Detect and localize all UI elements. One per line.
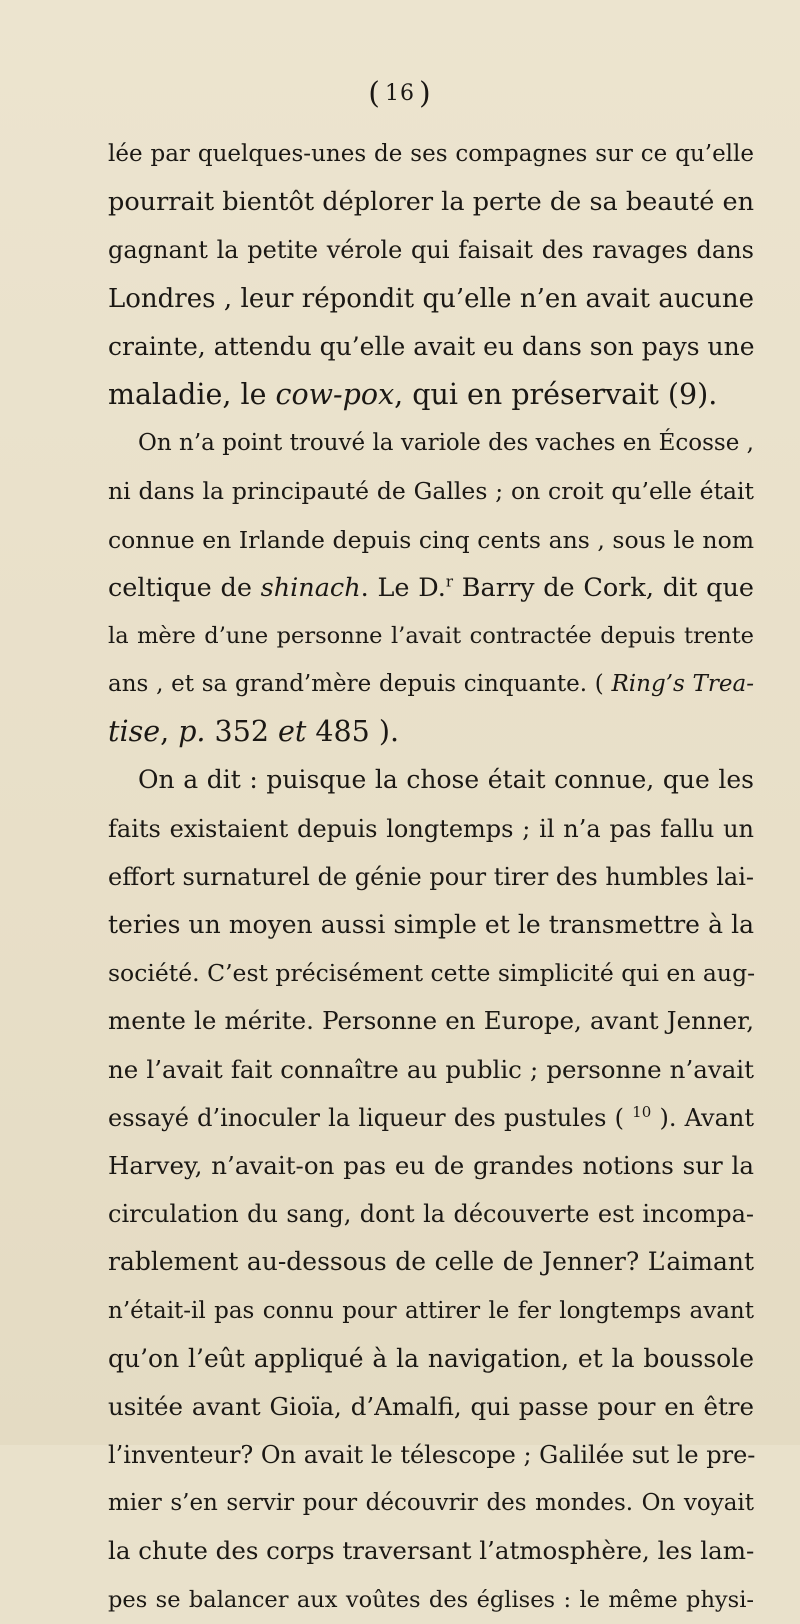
text-line (108, 1094, 754, 1142)
text-line (108, 178, 754, 226)
text-line (108, 275, 754, 323)
text-line (108, 612, 754, 660)
text-line (108, 130, 754, 178)
text-line (108, 708, 754, 756)
text-line (108, 1527, 754, 1575)
text-line (108, 226, 754, 274)
italic-text: Ring’s Trea- (611, 671, 754, 698)
text-run: . Le D. (360, 572, 446, 603)
text-line (108, 1479, 754, 1527)
text-run: faits existaient depuis longtemps ; il n’a pas fallu un (108, 814, 754, 843)
text-run: ). Avant (651, 1103, 755, 1132)
text-run: pes se balancer aux voûtes des églises : le même physi- (108, 1586, 754, 1613)
text-run: qu’on l’eût appliqué à la navigation, et la boussole (108, 1343, 754, 1373)
text-line (108, 805, 754, 853)
text-run: On n’a point trouvé la variole des vaches en Écosse , (138, 430, 754, 457)
text-run: gagnant la petite vérole qui faisait des ravages dans (108, 236, 754, 265)
text-run: Harvey, n’avait-on pas eu de grandes notions sur la (108, 1150, 754, 1180)
text-line (108, 419, 754, 467)
italic-text: shinach (260, 572, 361, 603)
text-run: usitée avant Gioïa, d’Amalfi, qui passe pour en être (108, 1391, 754, 1421)
text-run: ne l’avait fait connaître au public ; personne n’avait (108, 1054, 754, 1084)
text-line (108, 1142, 754, 1190)
text-line (108, 564, 754, 612)
text-line (108, 1238, 754, 1286)
text-line (108, 467, 754, 515)
text-line (108, 1335, 754, 1383)
text-line (108, 323, 754, 371)
text-run: 352 (205, 715, 279, 749)
text-run: mente le mérite. Personne en Europe, avant Jenner, (108, 1006, 754, 1036)
text-run: teries un moyen aussi simple et le transmettre à la (108, 910, 754, 939)
text-run: On a dit : puisque la chose était connue, que les (138, 765, 754, 795)
text-line (108, 1431, 754, 1479)
text-run: l’inventeur? On avait le télescope ; Galilée sut le pre- (108, 1441, 756, 1470)
text-run: la chute des corps traversant l’atmosphère, les lam- (108, 1536, 755, 1566)
italic-text: p. (178, 715, 206, 749)
text-run: la mère d’une personne l’avait contractée depuis trente (108, 622, 754, 649)
text-run: connue en Irlande depuis cinq cents ans , sous le nom (108, 525, 754, 554)
text-run: rablement au-dessous de celle de Jenner? L’aimant (108, 1247, 754, 1277)
text-run: crainte, attendu qu’elle avait eu dans son pays une (108, 331, 755, 361)
text-line (108, 1190, 754, 1238)
text-line (108, 1383, 754, 1431)
text-run: , qui en préservait (9). (394, 377, 718, 411)
text-run: celtique de (108, 572, 261, 603)
text-line (108, 1046, 754, 1094)
text-run: maladie, le (108, 377, 276, 411)
body-text (108, 130, 754, 1624)
page-header (0, 76, 800, 111)
text-line (108, 756, 754, 804)
italic-text: tise (108, 715, 161, 749)
text-line (108, 516, 754, 564)
text-run: n’était-il pas connu pour attirer le fer longtemps avant (108, 1297, 754, 1324)
text-run: , (160, 715, 179, 749)
text-line (108, 1287, 754, 1335)
text-line (108, 1576, 754, 1624)
text-run: Barry de Cork, dit que (453, 572, 754, 603)
italic-text: et (278, 715, 307, 749)
text-run: 485 ). (306, 715, 400, 749)
text-run: lée par quelques-unes de ses compagnes sur ce qu’elle (108, 141, 754, 167)
open-paren: ( (368, 76, 381, 111)
text-run: effort surnaturel de génie pour tirer des humbles lai- (108, 862, 754, 891)
text-run: ni dans la principauté de Galles ; on croit qu’elle était (108, 477, 754, 506)
superscript: r (445, 572, 454, 591)
italic-text: cow-pox (275, 377, 395, 411)
text-run: société. C’est précisément cette simplicité qui en aug- (108, 959, 756, 988)
text-run: pourrait bientôt déplorer la perte de sa beauté en (108, 187, 754, 218)
text-line (108, 997, 754, 1045)
page-number: 16 (385, 81, 415, 106)
close-paren: ) (419, 76, 432, 111)
text-run: circulation du sang, dont la découverte est incompa- (108, 1200, 754, 1229)
text-line (108, 853, 754, 901)
superscript: 10 (632, 1102, 652, 1121)
text-line (108, 371, 754, 419)
text-line (108, 949, 754, 997)
text-run: mier s’en servir pour découvrir des mondes. On voyait (108, 1490, 754, 1517)
text-line (108, 660, 754, 708)
text-run: Londres , leur répondit qu’elle n’en avait aucune (108, 283, 754, 314)
text-run: ans , et sa grand’mère depuis cinquante. ( (108, 671, 612, 698)
text-line (108, 901, 754, 949)
text-run: essayé d’inoculer la liqueur des pustules ( (108, 1103, 633, 1132)
